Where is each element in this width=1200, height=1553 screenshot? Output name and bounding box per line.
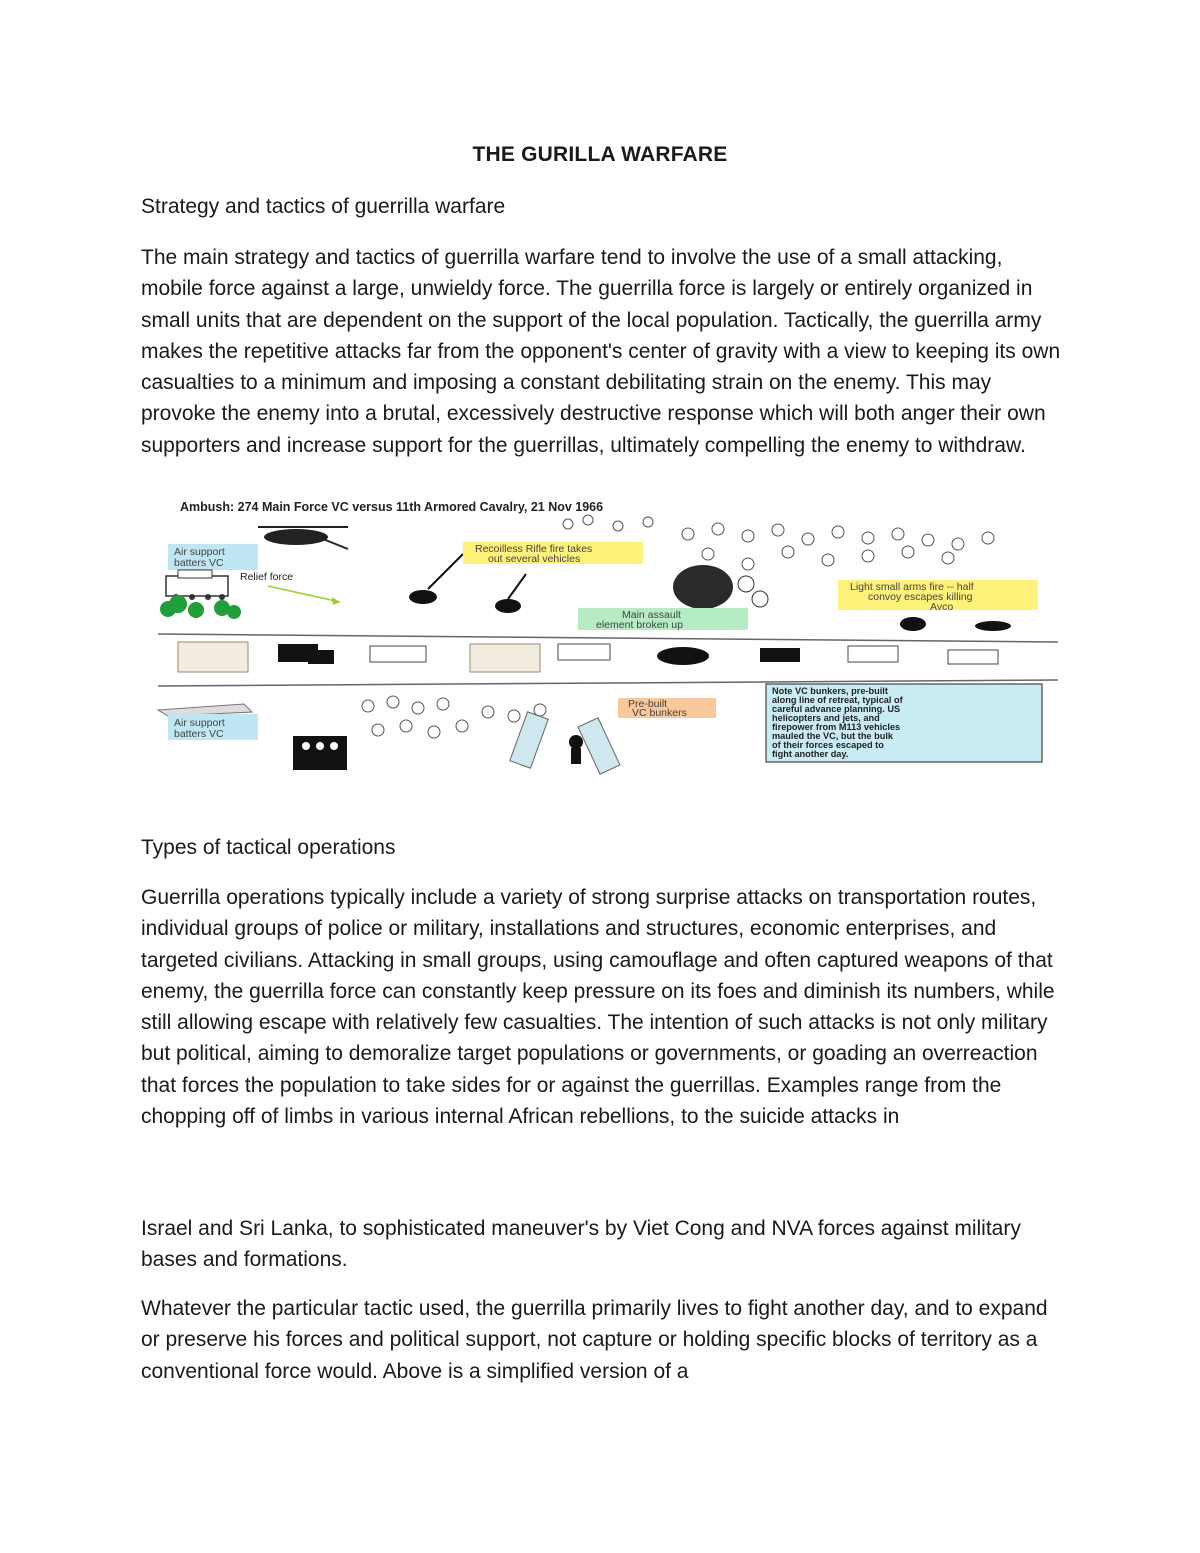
vc-bunker-foliage-icon bbox=[362, 696, 546, 738]
svg-text:Air support: Air support bbox=[174, 546, 225, 558]
paragraph-tactical-ops-3: Whatever the particular tactic used, the guerrilla primarily lives to fight another day, and to expand or preserve his forces and political support, not capture or holding specific blocks of territory as a conventional force would. Above is a simplified version of a bbox=[141, 1297, 1048, 1383]
vc-bunkers-icon bbox=[510, 712, 620, 774]
relief-force-label: Relief force bbox=[240, 571, 294, 583]
section-heading-strategy: Strategy and tactics of guerrilla warfare bbox=[141, 195, 506, 218]
road-top-line bbox=[158, 634, 1058, 642]
convoy-vehicles-icon bbox=[178, 642, 998, 672]
svg-text:batters VC: batters VC bbox=[174, 728, 224, 740]
paragraph-tactical-ops-2: Israel and Sri Lanka, to sophisticated maneuver's by Viet Cong and NVA forces against military bases and formations. bbox=[141, 1217, 1021, 1272]
us-soldiers-icon bbox=[293, 736, 347, 770]
svg-text:convoy escapes killing: convoy escapes killing bbox=[868, 591, 973, 603]
air-support-label-bottom bbox=[168, 714, 258, 740]
recoilless-rifle-label bbox=[463, 542, 643, 565]
svg-text:Main assault: Main assault bbox=[622, 609, 681, 621]
svg-text:helicopters and jets, and: helicopters and jets, and bbox=[772, 713, 880, 723]
svg-text:fight another day.: fight another day. bbox=[772, 749, 849, 759]
svg-text:out several vehicles: out several vehicles bbox=[488, 553, 581, 565]
svg-text:along line of retreat, typical: along line of retreat, typical of bbox=[772, 695, 903, 705]
svg-text:Note VC bunkers, pre-built: Note VC bunkers, pre-built bbox=[772, 686, 888, 696]
pre-built-bunkers-label bbox=[618, 698, 716, 719]
svg-text:batters VC: batters VC bbox=[174, 557, 224, 569]
svg-text:of their forces escaped to: of their forces escaped to bbox=[772, 740, 884, 750]
diagram-title: Ambush: 274 Main Force VC versus 11th Armored Cavalry, 21 Nov 1966 bbox=[180, 500, 604, 514]
svg-text:Pre-built: Pre-built bbox=[628, 698, 668, 710]
note-box bbox=[766, 684, 1042, 762]
svg-text:VC bunkers: VC bunkers bbox=[632, 707, 687, 719]
vc-fighter-bottom-icon bbox=[569, 735, 583, 764]
section-heading-tactical-ops: Types of tactical operations bbox=[141, 836, 396, 859]
helicopter-icon bbox=[258, 527, 348, 549]
svg-text:Light small arms fire -- half: Light small arms fire -- half bbox=[850, 581, 974, 593]
ambush-diagram bbox=[148, 494, 1068, 784]
svg-text:Air support: Air support bbox=[174, 717, 225, 729]
svg-text:Avco: Avco bbox=[930, 601, 954, 613]
svg-text:element broken up: element broken up bbox=[596, 619, 683, 631]
air-support-label-top bbox=[168, 544, 258, 570]
vc-main-force-cluster-icon bbox=[673, 565, 768, 609]
svg-text:Recoilless Rifle fire takes: Recoilless Rifle fire takes bbox=[475, 543, 593, 555]
document-title: THE GURILLA WARFARE bbox=[472, 143, 728, 166]
paragraph-strategy: The main strategy and tactics of guerrilla warfare tend to involve the use of a small attacking, mobile force against a large, unwieldy force. The guerrilla force is largely or entirely organized in small units that are dependent on the support of the local population. Tactically, the guerrilla army makes the repetitive attacks far from the opponent's center of gravity with a view to keeping its own casualties to a minimum and imposing a constant debilitating strain on the enemy. This may provoke the enemy into a brutal, excessively destructive response which will both anger their own supporters and increase support for the guerrillas, ultimately compelling the enemy to withdraw. bbox=[141, 246, 1061, 457]
svg-text:mauled the VC, but the bulk: mauled the VC, but the bulk bbox=[772, 731, 893, 741]
light-arms-fire-label bbox=[838, 580, 1038, 613]
trees-icon bbox=[160, 595, 241, 619]
paragraph-tactical-ops-1: Guerrilla operations typically include a variety of strong surprise attacks on transportation routes, individual groups of police or military, installations and structures, economic enterprises, and targeted civilians. Attacking in small groups, using camouflage and often captured weapons of that enemy, the guerrilla force can constantly keep pressure on its foes and diminish its numbers, while still allowing escape with relatively few casualties. The intention of such attacks is not only military but political, aiming to demoralize target populations or governments, or goading an overreaction that forces the population to take sides for or against the guerrillas. Examples range from the chopping off of limbs in various internal African rebellions, to the suicide attacks in bbox=[141, 886, 1055, 1129]
svg-text:firepower from M113 vehicles: firepower from M113 vehicles bbox=[772, 722, 901, 732]
main-assault-label bbox=[578, 608, 748, 631]
relief-arrow bbox=[268, 586, 340, 602]
svg-text:careful advance planning. US: careful advance planning. US bbox=[772, 704, 901, 714]
